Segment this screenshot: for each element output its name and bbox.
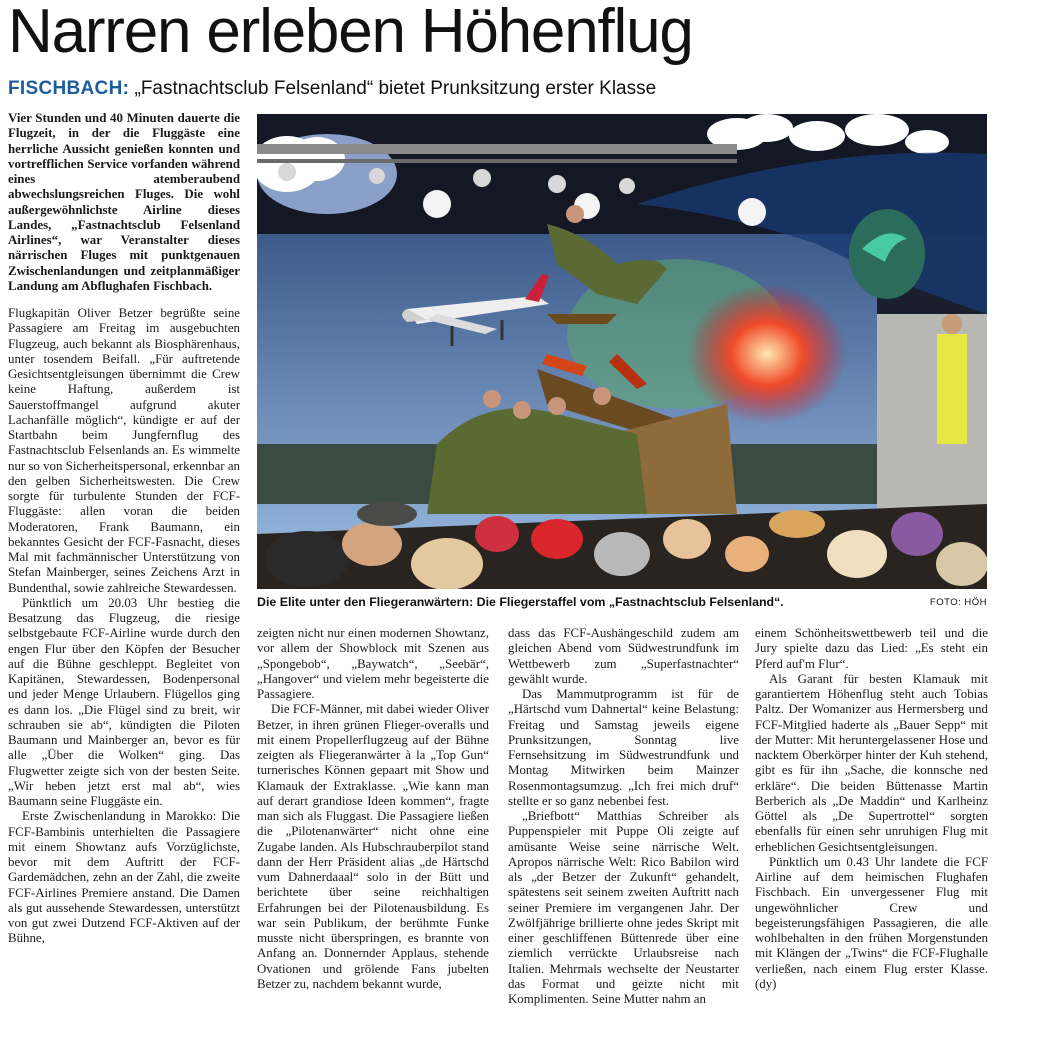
body-paragraph: Flugkapitän Oliver Betzer begrüßte seine Passagiere am Freitag im ausgebuchten Flugzeug, auch bekannt als Biosphärenhaus, unter tosendem Beifall. „Für auftretende Gesichtsentgleisungen übernimmt die Crew keine Haftung, außerdem ist Sauerstoffmangel aufgrund akuter Lachanfälle möglich“, kündigte er auf der Startbahn beim Jungfernflug des Fastnachtsclub Felsenlands an. Es wimmelte nur so von Sicherheitspersonal, erkennbar an den gelben Sicherheitswesten. Die Crew sorgte für turbulente Stunden der FCF-Fluggäste: allen voran die beiden Moderatoren, Frank Baumann, ein bekanntes Gesicht der FCF-Fasnacht, dieses Mal mit fachmännischer Unterstützung von Stefan Mainberger, seines Zeichens Arzt in Bundenthal, sowie zahlreiche Stewardessen. (8, 306, 240, 595)
body-paragraph: Pünktlich um 20.03 Uhr bestieg die Besatzung das Flugzeug, die riesige selbstgebaute FCF-Airline wurde durch den engen Flur über den Köpfen der Besucher auf die Bühne geschleppt. Begleitet von Kapitänen, Stewardessen, Bodenpersonal und jeder Menge Urlaubern. Flügellos ging es dann los. „Die Flügel sind zu breit, wir schrauben sie ab“, kündigten die Piloten Baumann und Mainberger an, bevor es für alle „Über die Wolken“ ging. Das Flugwetter zeigte sich von der besten Seite. „Wir heben jetzt erst mal ab“, wies Baumann seine Fluggäste ein. (8, 595, 240, 808)
caption-text: Die Elite unter den Fliegeranwärtern: Die Fliegerstaffel vom „Fastnachtsclub Felsenland“. (257, 595, 784, 609)
body-paragraph: Erste Zwischenlandung in Marokko: Die FCF-Bambinis unterhielten die Passagiere mit einem Showtanz aufs Vorzüglichste, bevor mit dem Auftritt der FCF-Gardemädchen, zehn an der Zahl, die zweite FCF-Airlines Premiere anstand. Die Damen als gut aussehende Stewardessen, unterstützt von gut zwei Dutzend FCF-Aktiven auf der Bühne, (8, 809, 240, 946)
body-paragraph: „Briefbott“ Matthias Schreiber als Puppenspieler mit Puppe Oli zeigte auf amüsante Weise seine närrische Welt. Apropos närrische Welt: Rico Babilon wird als „der Betzer der Zukunft“ gehandelt, spätestens seit seinem zweiten Auftritt nach seiner Premiere im vergangenen Jahr. Der Zwölfjährige brillierte ohne jedes Skript mit einer geschliffenen Büttenrede über eine ziemlich verrückte Urlaubsreise nach Italien. Mehrmals wechselte der Neustarter das Format und geizte nicht mit Komplimenten. Seine Mutter nahm an (508, 809, 739, 1006)
article-column-1 (8, 111, 240, 947)
body-paragraph: Das Mammutprogramm ist für de „Härtschd vum Dahnertal“ keine Belastung: Freitag und Samstag jeweils eigene Prunksitzungen, Sonntag live Fernsehsitzung im Südwestrundfunk und Montag Mitwirken beim Mainzer Rosenmontagsumzug. „Ich frei mich druf“ stellte er so ganz nebenbei fest. (508, 687, 739, 808)
article-photo (257, 114, 987, 589)
article-column-2 (257, 626, 489, 992)
photo-credit: FOTO: HÖH (929, 597, 987, 608)
body-paragraph: zeigten nicht nur einen modernen Showtanz, vor allem der Showblock mit Szenen aus „Spongebob“, „Baywatch“, „Seebär“, „Hangover“ und vielem mehr begeisterte die Passagiere. (257, 626, 489, 701)
body-paragraph: Als Garant für besten Klamauk mit garantiertem Höhenflug steht auch Tobias Paltz. Der Womanizer aus Hermersberg und FCF-Mitglied haderte als „Bauer Sepp“ mit der Mutter: Mit heruntergelassener Hose und nacktem Oberkörper hinter der Kuh stehend, gibt es für ihn „Sache, die konnsche ned erkläre“. Die beiden Büttenasse Martin Berberich als „De Maddin“ und Karlheinz Göttel als „De Supertrottel“ sorgten ebenfalls für einen sehr unruhigen Flug mit erheblichen Gesichtsentgleisungen. (755, 671, 988, 854)
subheadline-row (8, 76, 1038, 102)
subheadline: „Fastnachtsclub Felsenland“ bietet Prunksitzung erster Klasse (134, 78, 657, 99)
lead-paragraph: Vier Stunden und 40 Minuten dauerte die Flugzeit, in der die Fluggäste eine herrliche Aussicht genießen konnten und vortrefflichen Service vorfanden während eines atemberaubend abwechslungsreichen Fluges. Die wohl außergewöhnlichste Airline dieses Landes, „Fastnachtsclub Felsenland Airlines“, war Veranstalter dieses närrischen Fluges mit punktgenauen Zwischenlandungen und zeitplanmäßiger Landung am Abflughafen Fischbach. (8, 111, 240, 293)
article-column-4 (755, 626, 988, 992)
body-paragraph: Pünktlich um 0.43 Uhr landete die FCF Airline auf dem heimischen Flughafen Fischbach. Ein unvergessener Flug mit ungewöhnlicher Crew und begeisterungsfähigen Passagieren, die alle wohlbehalten in den frühen Morgenstunden mit Klängen der „Twins“ die FCF-Flughalle verließen, nach einem Flug erster Klasse. (dy) (755, 854, 988, 991)
article-column-3 (508, 626, 739, 1007)
body-paragraph: Die FCF-Männer, mit dabei wieder Oliver Betzer, in ihren grünen Flieger-overalls und mit einem Propellerflugzeug auf der Bühne zeigten als Fliegeranwärter à la „Top Gun“ turnerisches Können gepaart mit Show und Klamauk der Extraklasse. „Wie kann man auf derart grandiose Ideen kommen“, fragte man sich als Fluggast. Die Passagiere ließen die „Pilotenanwärter“ nicht ohne eine Zugabe landen. Als Hubschrauberpilot stand dann der Herr Präsident alias „de Härtschd vum Dahnerdaaal“ solo in der Bütt und berichtete über seine reichhaltigen Erfahrungen bei der Pilotenausbildung. Es war sein Publikum, der berühmte Funke musste nicht überspringen, es brannte von Anfang an. Donnernder Applaus, stehende Ovationen und grölende Fans jubelten Betzer zu, nachdem bekannt wurde, (257, 702, 489, 991)
body-paragraph: einem Schönheitswettbewerb teil und die Jury spielte dazu das Lied: „Es steht ein Pferd auf'm Flur“. (755, 626, 988, 671)
headline: Narren erleben Höhenflug (8, 0, 693, 66)
photo-caption (257, 594, 987, 612)
body-paragraph: dass das FCF-Aushängeschild zudem am gleichen Abend vom Südwestrundfunk im Wettbewerb zum „Superfastnachter“ gewählt wurde. (508, 626, 739, 686)
location-kicker: FISCHBACH: (8, 78, 130, 99)
